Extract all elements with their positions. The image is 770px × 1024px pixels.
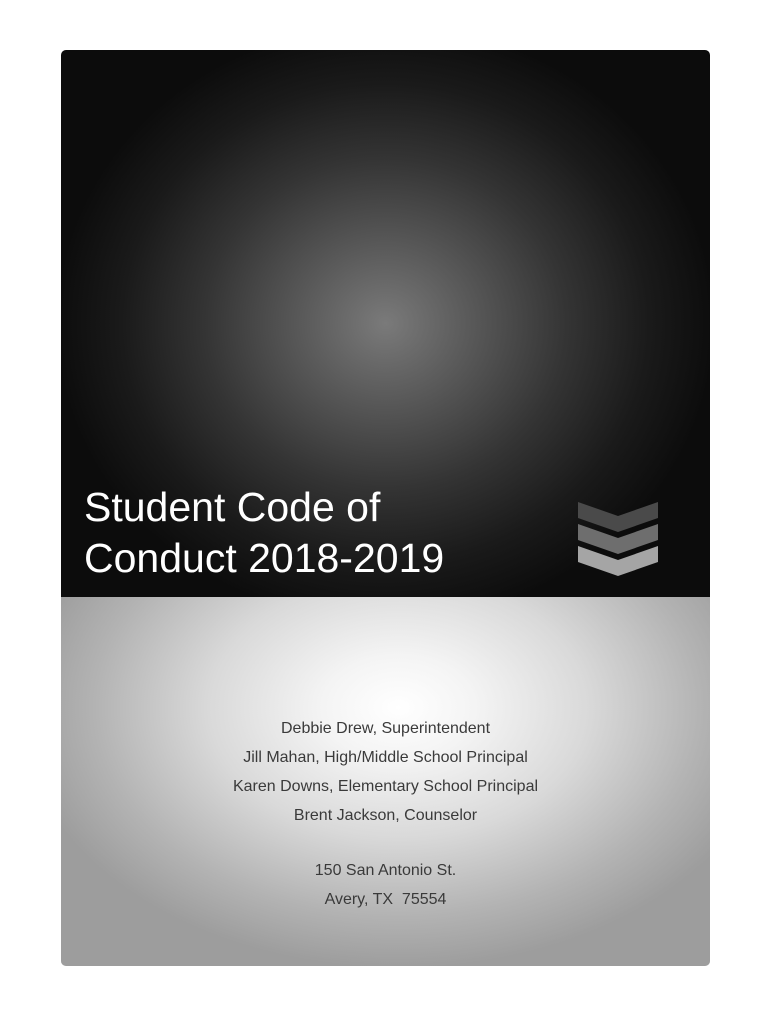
credits-block (61, 714, 710, 914)
cover-top-panel (61, 50, 710, 597)
staff-superintendent: Debbie Drew, Superintendent (280, 720, 491, 737)
staff-elementary-principal: Karen Downs, Elementary School Principal (232, 778, 539, 795)
document-title (84, 482, 444, 584)
title-line-2: Conduct 2018-2019 (84, 535, 445, 581)
document-cover (61, 50, 710, 966)
address-city: Avery, TX 75554 (324, 891, 447, 908)
cover-bottom-panel (61, 597, 710, 966)
credits-spacer (61, 830, 710, 856)
triple-chevron-down-icon (578, 502, 658, 578)
staff-high-middle-principal: Jill Mahan, High/Middle School Principal (243, 749, 528, 766)
staff-counselor: Brent Jackson, Counselor (293, 807, 478, 824)
title-line-1: Student Code of (84, 484, 381, 530)
address-street: 150 San Antonio St. (314, 862, 457, 879)
